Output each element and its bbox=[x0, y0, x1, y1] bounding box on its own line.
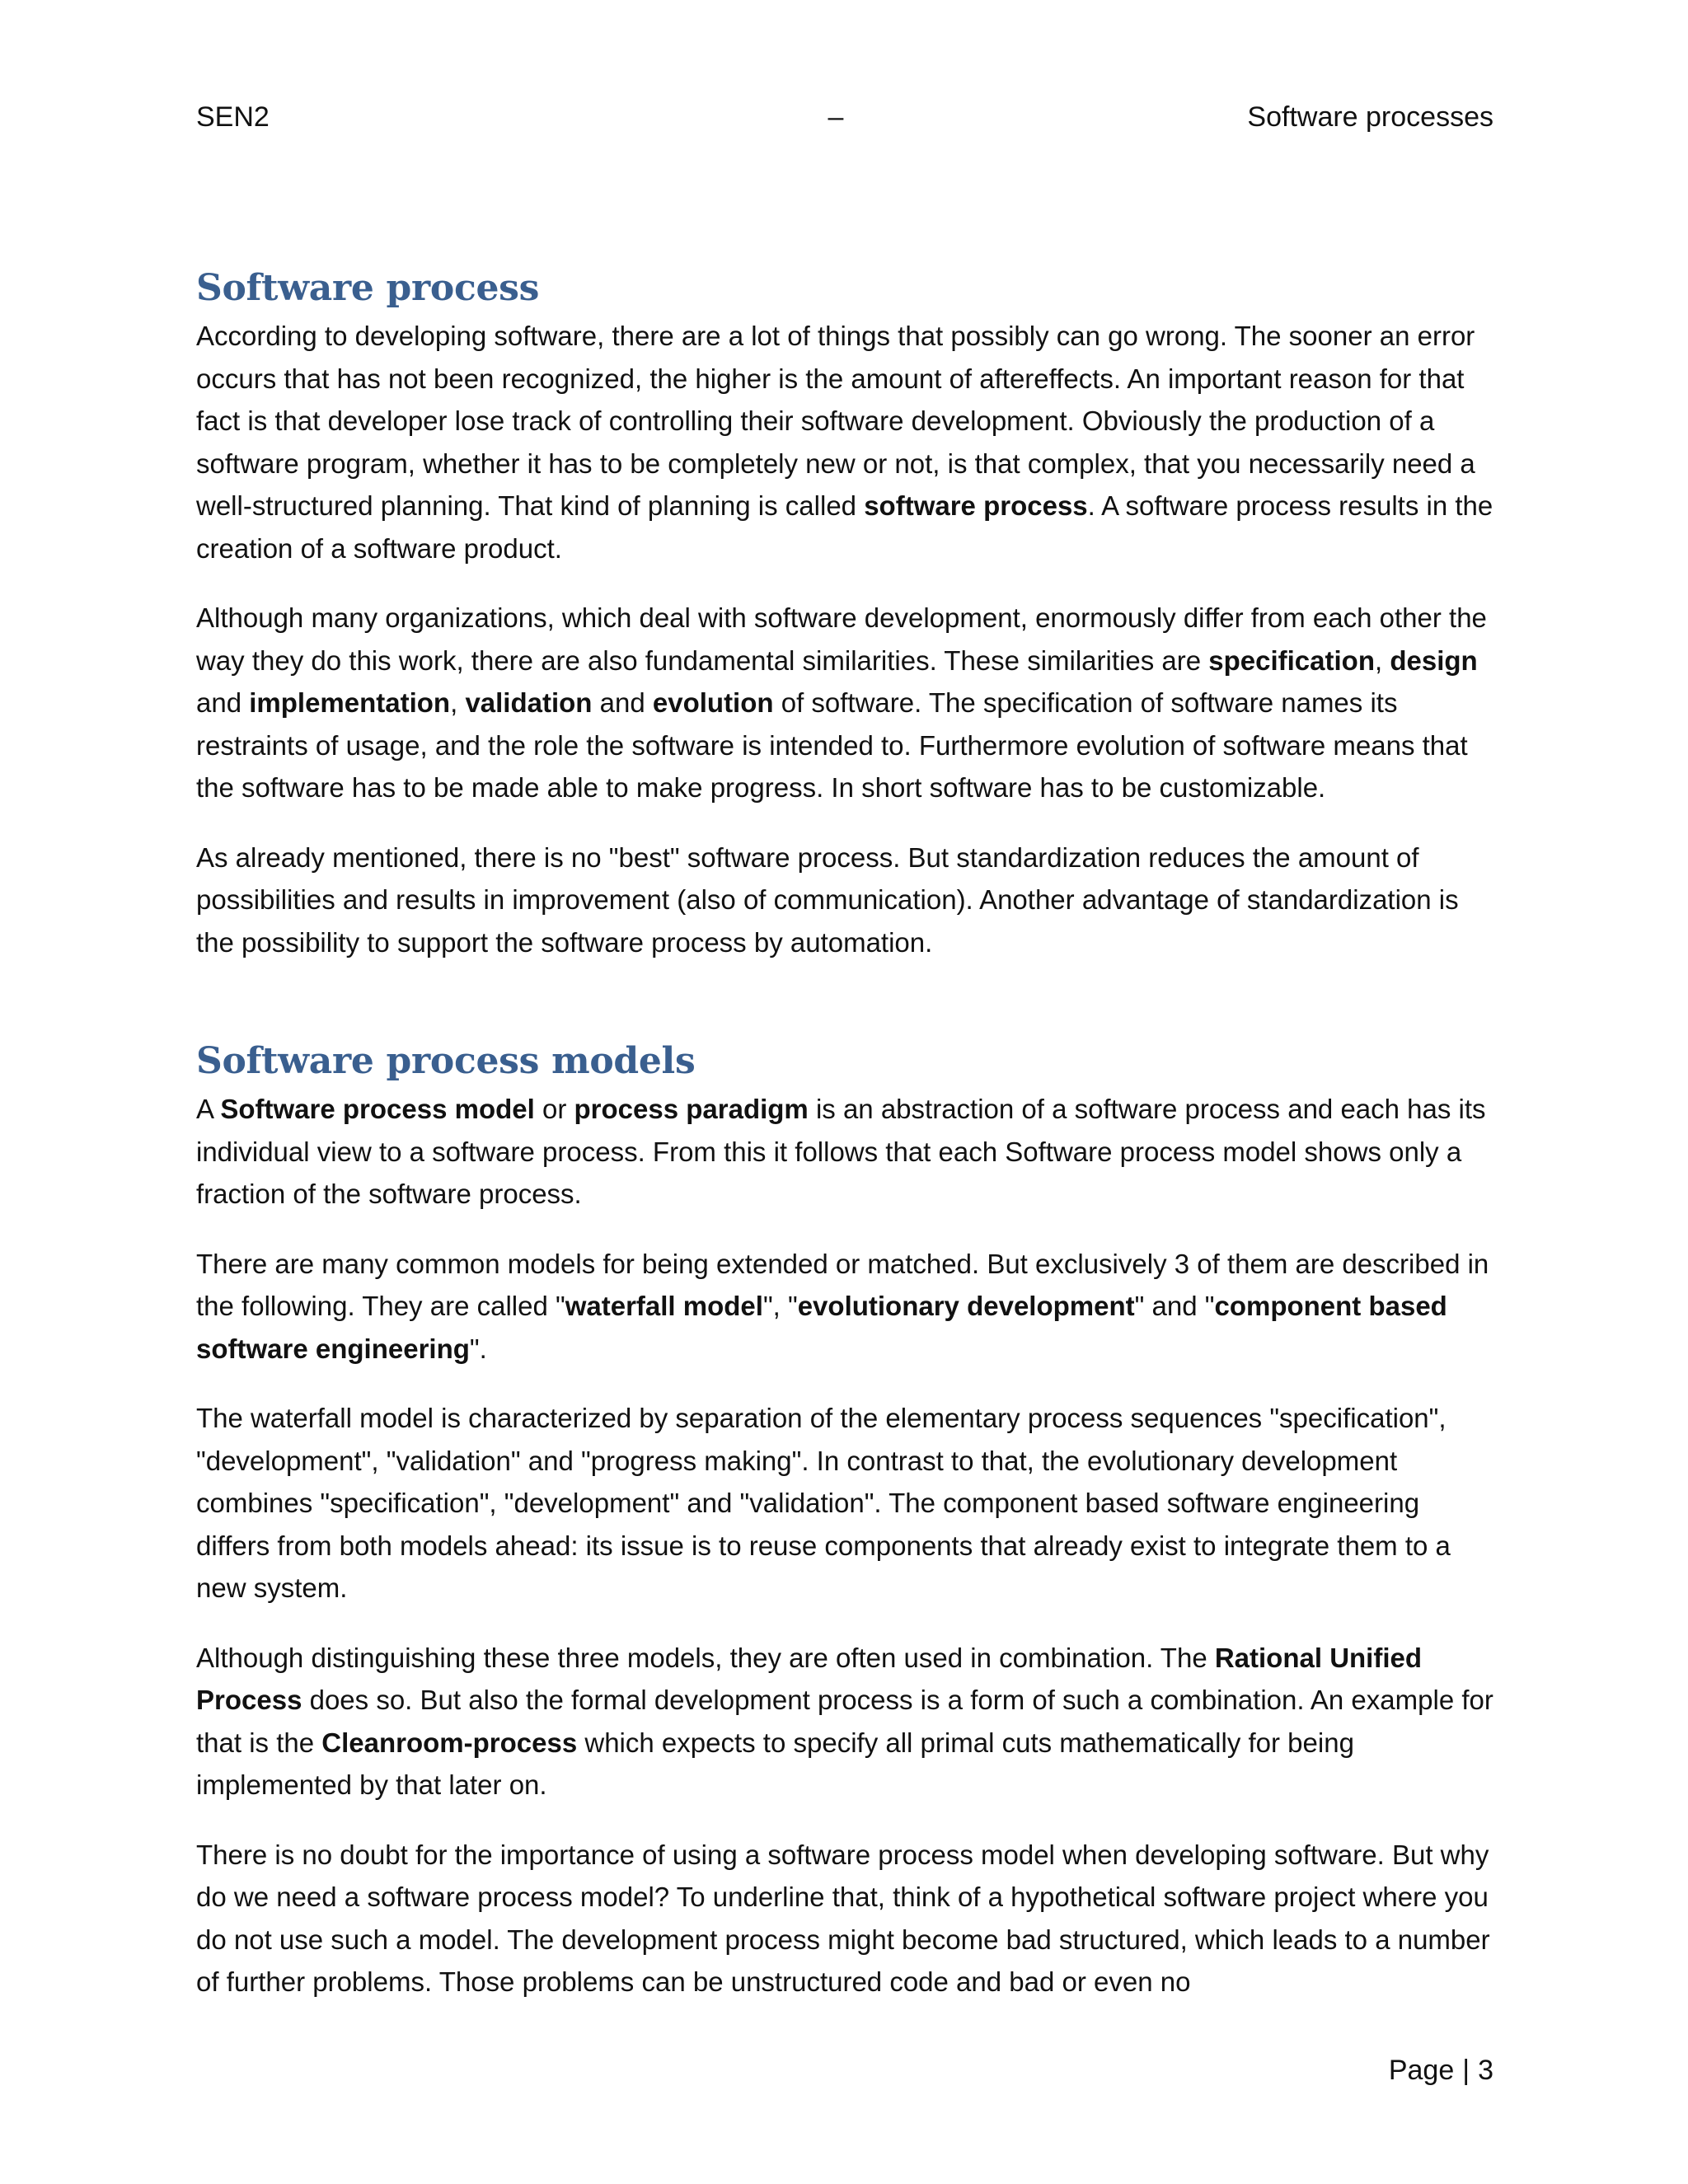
text-run: Although many organizations, which deal with software development, enormously differ from each other the way they do this work, there are also fundamental similarities. These similarities are bbox=[196, 602, 1487, 676]
header-center-text: – bbox=[828, 101, 844, 133]
bold-term: design bbox=[1390, 644, 1478, 676]
text-run: According to developing software, there are a lot of things that possibly can go wrong. The sooner an error occurs that has not been recognized, the higher is the amount of aftereffects. An important reason for that fact is that developer lose track of controlling their software development. Obviously the production of a software program, whether it has to be completely new or not, is that complex, that you necessarily need a well-structured planning. That kind of planning is called bbox=[196, 321, 1475, 521]
text-run: " and " bbox=[1134, 1291, 1215, 1321]
text-run: is an abstraction of a software process and each has its individual view to a software process. From this it follows that each Software process model shows only a fraction of the software process. bbox=[196, 1094, 1486, 1209]
page-number: 3 bbox=[1478, 2055, 1493, 2086]
text-run: of software. The specification of software names its restraints of usage, and the role the software is intended to. Furthermore evolution of software means that the software has to be made able to make progress. In short software has to be customizable. bbox=[196, 687, 1468, 803]
bold-term: evolution bbox=[652, 687, 774, 718]
bold-term: waterfall model bbox=[565, 1291, 763, 1321]
header-right: Software processes bbox=[1247, 101, 1493, 133]
paragraph bbox=[196, 1088, 1493, 1216]
paragraph: The waterfall model is characterized by separation of the elementary process sequences "specification", "development", "validation" and "progress making". In contrast to that, the evolutionary development combines "specification", "development" and "validation". The component based software engineering differs from both models ahead: its issue is to reuse components that already exist to integrate them to a new system. bbox=[196, 1403, 1451, 1603]
bold-term: evolutionary development bbox=[797, 1291, 1135, 1321]
bold-term: Rational Unified Process bbox=[196, 1642, 1423, 1715]
text-run: , bbox=[450, 687, 466, 718]
bold-term: software process bbox=[864, 490, 1088, 521]
paragraph bbox=[196, 597, 1493, 809]
paragraph bbox=[196, 1637, 1493, 1807]
bold-term: Cleanroom-process bbox=[321, 1727, 578, 1758]
text-run: or bbox=[534, 1094, 574, 1124]
text-run: and bbox=[592, 687, 653, 718]
text-run: A bbox=[196, 1094, 221, 1124]
bold-term: specification bbox=[1208, 644, 1375, 676]
bold-term: Software process model bbox=[220, 1094, 535, 1124]
paragraph: As already mentioned, there is no "best" software process. But standardization reduces the amount of possibilities and results in improvement (also of communication). Another advantage of standardization is the possibility to support the software process by automation. bbox=[196, 841, 1459, 958]
page-footer bbox=[1389, 2050, 1493, 2090]
page-content bbox=[196, 262, 1493, 2031]
paragraph: There is no doubt for the importance of using a software process model when developing software. But why do we need a software process model? To underline that, think of a hypothetical software project where you do not use such a model. The development process might become bad structured, which leads to a number of further problems. Those problems can be unstructured code and bad or even no bbox=[196, 1839, 1490, 1997]
text-run: ", " bbox=[762, 1291, 798, 1321]
page-separator: | bbox=[1462, 2055, 1470, 2086]
text-run: , bbox=[1374, 644, 1390, 676]
text-run: does so. But also the formal development process is a form of such a combination. An example for that is the bbox=[196, 1685, 1493, 1758]
text-run: There are many common models for being extended or matched. But exclusively 3 of them are described in the following. They are called " bbox=[196, 1248, 1489, 1321]
bold-term: validation bbox=[465, 687, 593, 718]
text-run: and bbox=[196, 687, 250, 718]
paragraph bbox=[196, 1243, 1493, 1371]
page-label: Page bbox=[1388, 2055, 1455, 2086]
text-run: which expects to specify all primal cuts mathematically for being implemented by that later on. bbox=[196, 1727, 1354, 1800]
paragraph bbox=[196, 315, 1493, 569]
text-run: ". bbox=[469, 1333, 487, 1364]
bold-term: implementation bbox=[249, 687, 451, 718]
section-heading-software-process-models: Software process models bbox=[196, 1040, 696, 1082]
text-run: Although distinguishing these three models, they are often used in combination. The bbox=[196, 1642, 1215, 1673]
text-run: . A software process results in the creation of a software product. bbox=[196, 490, 1493, 564]
section-heading-software-process: Software process bbox=[196, 267, 540, 309]
header-left: SEN2 bbox=[196, 101, 270, 133]
bold-term: component based software engineering bbox=[196, 1291, 1447, 1364]
page-header bbox=[196, 97, 1493, 137]
bold-term: process paradigm bbox=[574, 1094, 809, 1124]
